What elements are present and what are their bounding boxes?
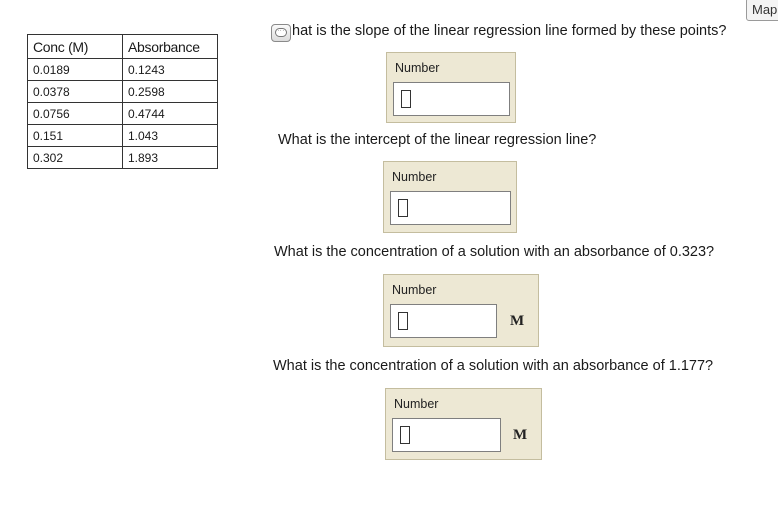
cell-concentration: 0.0756: [28, 103, 123, 125]
table-row: [28, 125, 218, 147]
text-cursor: [398, 312, 408, 330]
intercept-input[interactable]: [390, 191, 511, 225]
unit-label: M: [510, 313, 525, 329]
cell-absorbance: 0.1243: [123, 59, 218, 81]
data-table: [27, 34, 218, 169]
cell-absorbance: 0.4744: [123, 103, 218, 125]
cell-concentration: 0.151: [28, 125, 123, 147]
field-label: Number: [392, 283, 437, 297]
slope-input[interactable]: [393, 82, 510, 116]
cell-concentration: 0.302: [28, 147, 123, 169]
table-row: [28, 147, 218, 169]
column-header-absorbance: Absorbance: [123, 35, 218, 59]
table-row: [28, 103, 218, 125]
question-slope: hat is the slope of the linear regression line formed by these points?: [292, 23, 727, 39]
cell-absorbance: 1.043: [123, 125, 218, 147]
unit-label: M: [513, 427, 528, 443]
table-header-row: [28, 35, 218, 59]
concentration-0323-input[interactable]: [390, 304, 497, 338]
text-cursor: [401, 90, 411, 108]
field-label: Number: [395, 61, 440, 75]
table-row: [28, 59, 218, 81]
question-concentration-1177: What is the concentration of a solution with an absorbance of 1.177?: [273, 358, 714, 374]
chat-bubble-icon[interactable]: ···: [271, 24, 291, 42]
question-intercept: What is the intercept of the linear regression line?: [278, 132, 597, 148]
cell-concentration: 0.0189: [28, 59, 123, 81]
column-header-concentration: Conc (M): [28, 35, 123, 59]
map-button[interactable]: Map: [746, 0, 778, 21]
text-cursor: [400, 426, 410, 444]
answer-box-concentration-1177: [385, 388, 542, 460]
answer-box-intercept: [383, 161, 517, 233]
cell-concentration: 0.0378: [28, 81, 123, 103]
question-concentration-0323: What is the concentration of a solution with an absorbance of 0.323?: [274, 244, 715, 260]
concentration-1177-input[interactable]: [392, 418, 501, 452]
table-row: [28, 81, 218, 103]
text-cursor: [398, 199, 408, 217]
answer-box-slope: [386, 52, 516, 123]
field-label: Number: [392, 170, 437, 184]
field-label: Number: [394, 397, 439, 411]
answer-box-concentration-0323: [383, 274, 539, 347]
cell-absorbance: 0.2598: [123, 81, 218, 103]
cell-absorbance: 1.893: [123, 147, 218, 169]
